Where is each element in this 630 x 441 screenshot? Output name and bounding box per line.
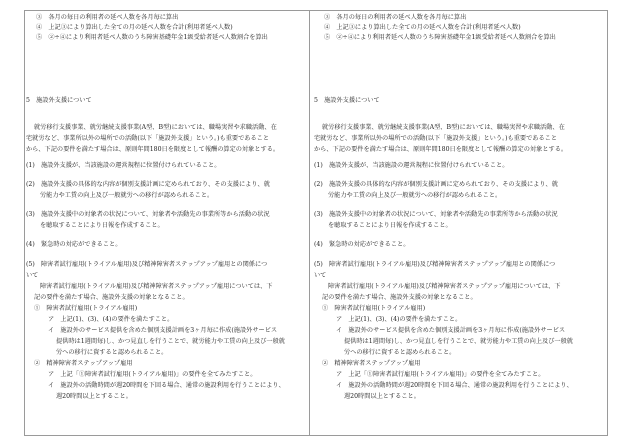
intro-paragraph-line-2: 宅就労など、事業所以外の場所での活動(以下「施設外支援」という。)も重要であること: [314, 135, 558, 142]
sub-item-2b-line-2: 週20時間以上とすること。: [56, 393, 132, 400]
sub-item-2: ② 精神障害者ステップアップ雇用: [322, 360, 421, 367]
sub-item-2: ② 精神障害者ステップアップ雇用: [34, 360, 133, 367]
condition-4: (4) 緊急時の対応ができること。: [26, 241, 122, 248]
condition-3-line-1: (3) 施設外支援中の対象者の状況について、対象者や活動先の事業所等から活動の状況: [314, 211, 558, 218]
condition-5-line-3: 障害者試行雇用(トライアル雇用)及び精神障害者ステップアップ雇用については、下: [328, 283, 561, 290]
sub-item-1b-line-1: イ 施設外のサービス提供を含めた個別支援計画を3ヶ月毎に作成(施設外サービス: [336, 327, 566, 334]
column-divider: [309, 10, 310, 436]
intro-paragraph-line-2: 宅就労など、事業所以外の場所での活動(以下「施設外支援」という。)も重要であること: [26, 135, 270, 142]
condition-2-line-2: 労能力や工賃の向上及び一般就労への移行が認められること。: [328, 192, 502, 199]
condition-3-line-2: を聴取することにより日報を作成すること。: [328, 222, 452, 229]
sub-item-1a: ア 上記(1)、(3)、(4)の要件を満たすこと。: [336, 316, 462, 323]
list-item-3: ③ 各月の毎日の利用者の延べ人数を各月毎に算出: [36, 14, 179, 21]
sub-item-2a: ア 上記「①障害者試行雇用(トライアル雇用)」の要件を全てみたすこと。: [336, 371, 545, 378]
condition-5-line-4: 記の要件を満たす場合、施設外支援の対象となること。: [322, 294, 477, 301]
sub-item-1b-line-3: 労への移行に資すると認められること。: [344, 349, 456, 356]
condition-2-line-2: 労能力や工賃の向上及び一般就労への移行が認められること。: [40, 192, 214, 199]
list-item-4: ④ 上記③により算出した全ての月の延べ人数を合計(利用者延べ人数): [36, 24, 233, 31]
condition-5-line-1: (5) 障害者試行雇用(トライアル雇用)及び精神障害者ステップアップ雇用との関係につ: [314, 261, 556, 268]
sub-item-1: ① 障害者試行雇用(トライアル雇用): [34, 305, 138, 312]
list-item-4: ④ 上記③により算出した全ての月の延べ人数を合計(利用者延べ人数): [324, 24, 521, 31]
sub-item-2b-line-1: イ 施設外の活動時間が週20時間を下回る場合、通常の施設利用を行うことにより、: [336, 382, 573, 389]
section-heading: 5 施設外支援について: [26, 97, 92, 104]
sub-item-2b-line-1: イ 施設外の活動時間が週20時間を下回る場合、通常の施設利用を行うことにより、: [48, 382, 285, 389]
sub-item-2a: ア 上記「①障害者試行雇用(トライアル雇用)」の要件を全てみたすこと。: [48, 371, 257, 378]
list-item-3: ③ 各月の毎日の利用者の延べ人数を各月毎に算出: [324, 14, 467, 21]
condition-1: (1) 施設外支援が、当該施設の運営規程に位置付けられていること。: [314, 162, 509, 169]
condition-2-line-1: (2) 施設外支援の具体的な内容が個別支援計画に定められており、その支援により、就: [26, 181, 270, 188]
sub-item-1b-line-2: 提供時は1週間毎)し、かつ見直しを行うことで、就労能力や工賃の向上及び一般就: [56, 338, 285, 345]
condition-5-line-2: いて: [26, 272, 39, 279]
intro-paragraph-line-1: 就労移行支援事業、就労継続支援事業(A型、B型)においては、職場実習や求職活動、在: [34, 124, 277, 131]
condition-5-line-1: (5) 障害者試行雇用(トライアル雇用)及び精神障害者ステップアップ雇用との関係につ: [26, 261, 268, 268]
condition-3-line-2: を聴取することにより日報を作成すること。: [40, 222, 164, 229]
condition-5-line-2: いて: [314, 272, 327, 279]
condition-3-line-1: (3) 施設外支援中の対象者の状況について、対象者や活動先の事業所等から活動の状況: [26, 211, 270, 218]
condition-1: (1) 施設外支援が、当該施設の運営規程に位置付けられていること。: [26, 162, 221, 169]
sub-item-2b-line-2: 週20時間以上とすること。: [344, 393, 420, 400]
section-heading: 5 施設外支援について: [314, 97, 380, 104]
condition-5-line-4: 記の要件を満たす場合、施設外支援の対象となること。: [34, 294, 189, 301]
condition-2-line-1: (2) 施設外支援の具体的な内容が個別支援計画に定められており、その支援により、就: [314, 181, 558, 188]
condition-4: (4) 緊急時の対応ができること。: [314, 241, 410, 248]
sub-item-1b-line-2: 提供時は1週間毎)し、かつ見直しを行うことで、就労能力や工賃の向上及び一般就: [344, 338, 573, 345]
list-item-5: ⑤ ②÷④により利用者延べ人数のうち障害基礎年金1級受給者延べ人数割合を算出: [324, 34, 556, 41]
sub-item-1b-line-1: イ 施設外のサービス提供を含めた個別支援計画を3ヶ月毎に作成(施設外サービス: [48, 327, 278, 334]
condition-5-line-3: 障害者試行雇用(トライアル雇用)及び精神障害者ステップアップ雇用については、下: [40, 283, 273, 290]
sub-item-1: ① 障害者試行雇用(トライアル雇用): [322, 305, 426, 312]
intro-paragraph-line-3: から、下記の要件を満たす場合は、原則年間180日を限度として報酬の算定の対象とする。: [26, 146, 280, 153]
intro-paragraph-line-3: から、下記の要件を満たす場合は、原則年間180日を限度として報酬の算定の対象とする。: [314, 146, 568, 153]
intro-paragraph-line-1: 就労移行支援事業、就労継続支援事業(A型、B型)においては、職場実習や求職活動、在: [322, 124, 565, 131]
list-item-5: ⑤ ②÷④により利用者延べ人数のうち障害基礎年金1級受給者延べ人数割合を算出: [36, 34, 268, 41]
sub-item-1a: ア 上記(1)、(3)、(4)の要件を満たすこと。: [48, 316, 174, 323]
sub-item-1b-line-3: 労への移行に資すると認められること。: [56, 349, 168, 356]
